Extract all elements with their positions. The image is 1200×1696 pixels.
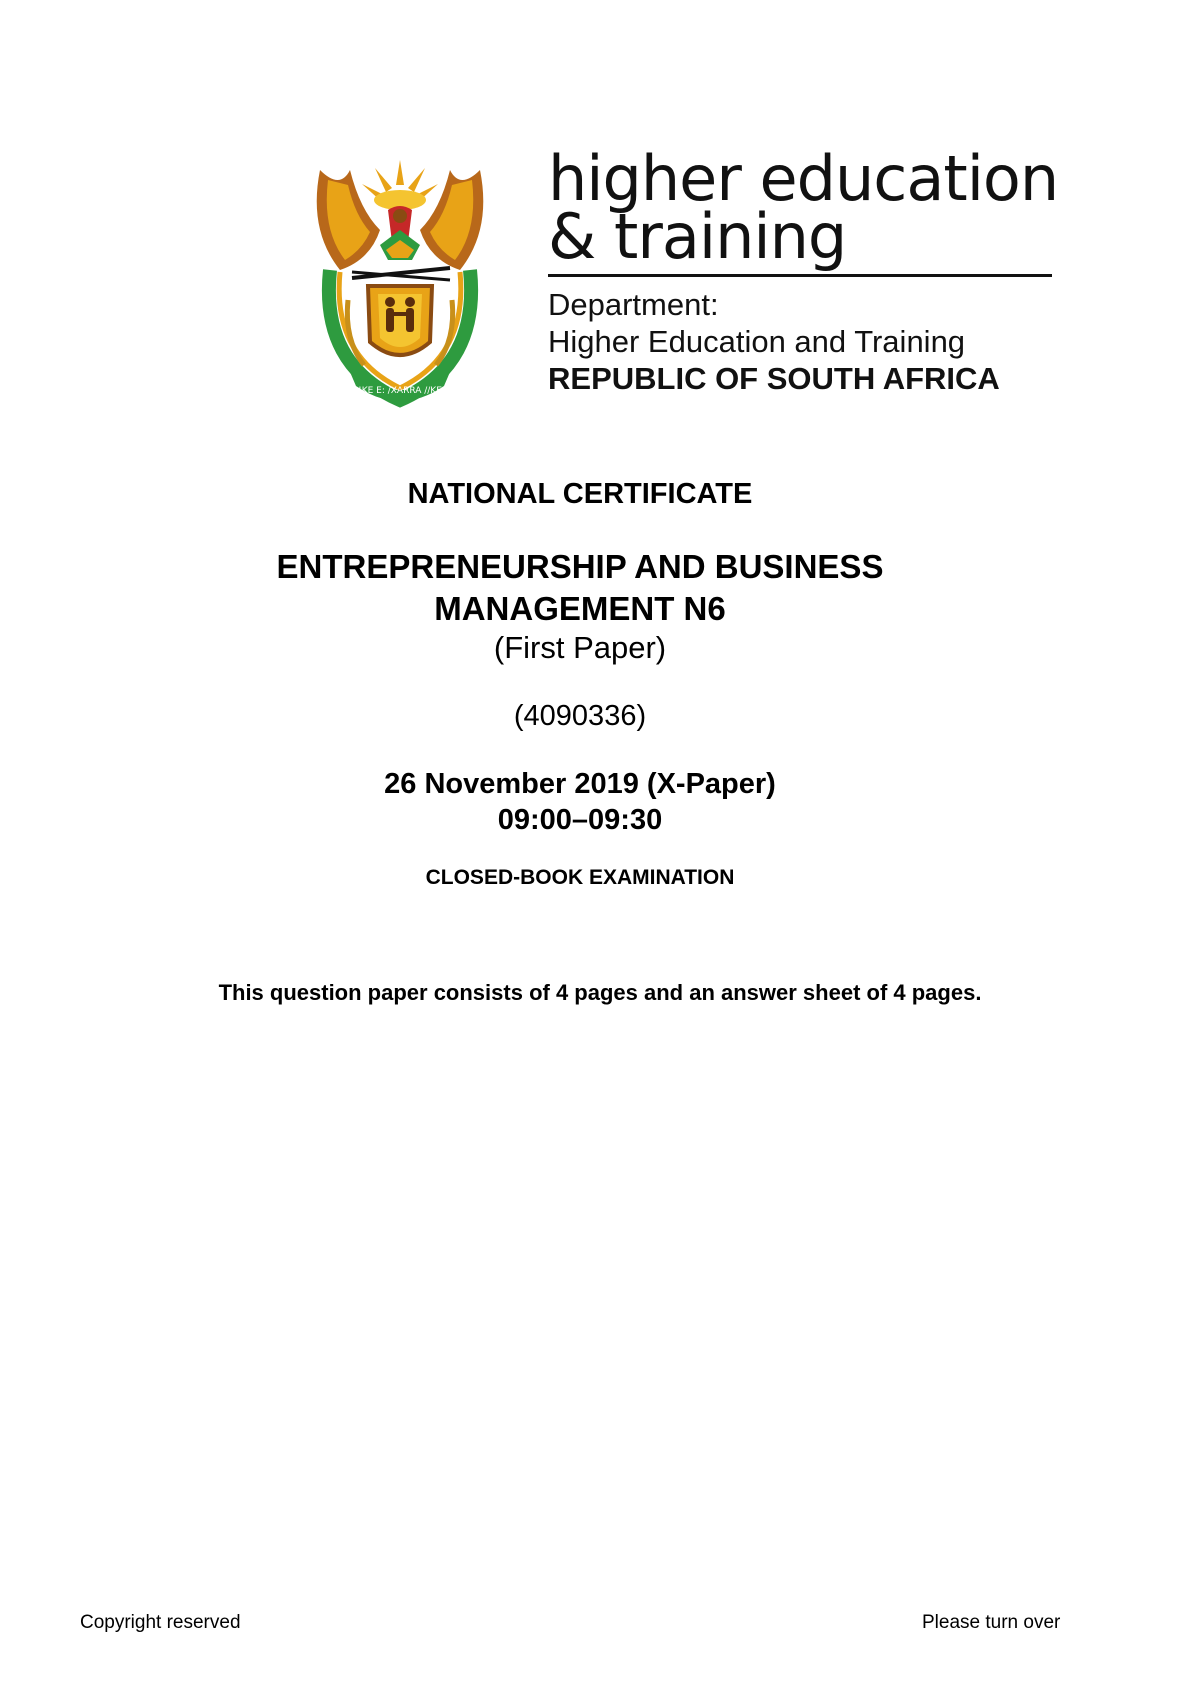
- footer-turn-over: Please turn over: [922, 1612, 1061, 1633]
- subject-title: [160, 546, 1000, 630]
- department-name: Higher Education and Training: [548, 324, 966, 359]
- department-block: [548, 286, 1068, 397]
- brand-wordmark: [548, 142, 1060, 273]
- page-count-note: This question paper consists of 4 pages and an answer sheet of 4 pages.: [218, 980, 982, 1005]
- exam-date: 26 November 2019 (X-Paper): [384, 768, 776, 800]
- paper-code: (4090336): [513, 700, 647, 732]
- exam-date-time: [160, 766, 1000, 838]
- certificate-title: NATIONAL CERTIFICATE: [407, 478, 753, 510]
- department-label: Department:: [548, 287, 719, 322]
- country-name: REPUBLIC OF SOUTH AFRICA: [548, 361, 1000, 396]
- brand-divider: [548, 274, 1052, 277]
- exam-time: 09:00–09:30: [497, 804, 663, 836]
- header-logo-block: [300, 142, 1060, 420]
- coat-of-arms-icon: [300, 150, 500, 412]
- exam-type: CLOSED-BOOK EXAMINATION: [425, 866, 735, 889]
- subject-line-1: ENTREPRENEURSHIP AND BUSINESS: [276, 548, 884, 585]
- subject-line-2: MANAGEMENT N6: [434, 590, 726, 627]
- brand-line-2: & training: [548, 200, 847, 273]
- footer-copyright: Copyright reserved: [80, 1612, 241, 1633]
- paper-number: (First Paper): [493, 630, 667, 665]
- crest-motto: !KE E: /XARRA //KE: [358, 386, 442, 396]
- brand-line-1: higher education: [548, 142, 1059, 215]
